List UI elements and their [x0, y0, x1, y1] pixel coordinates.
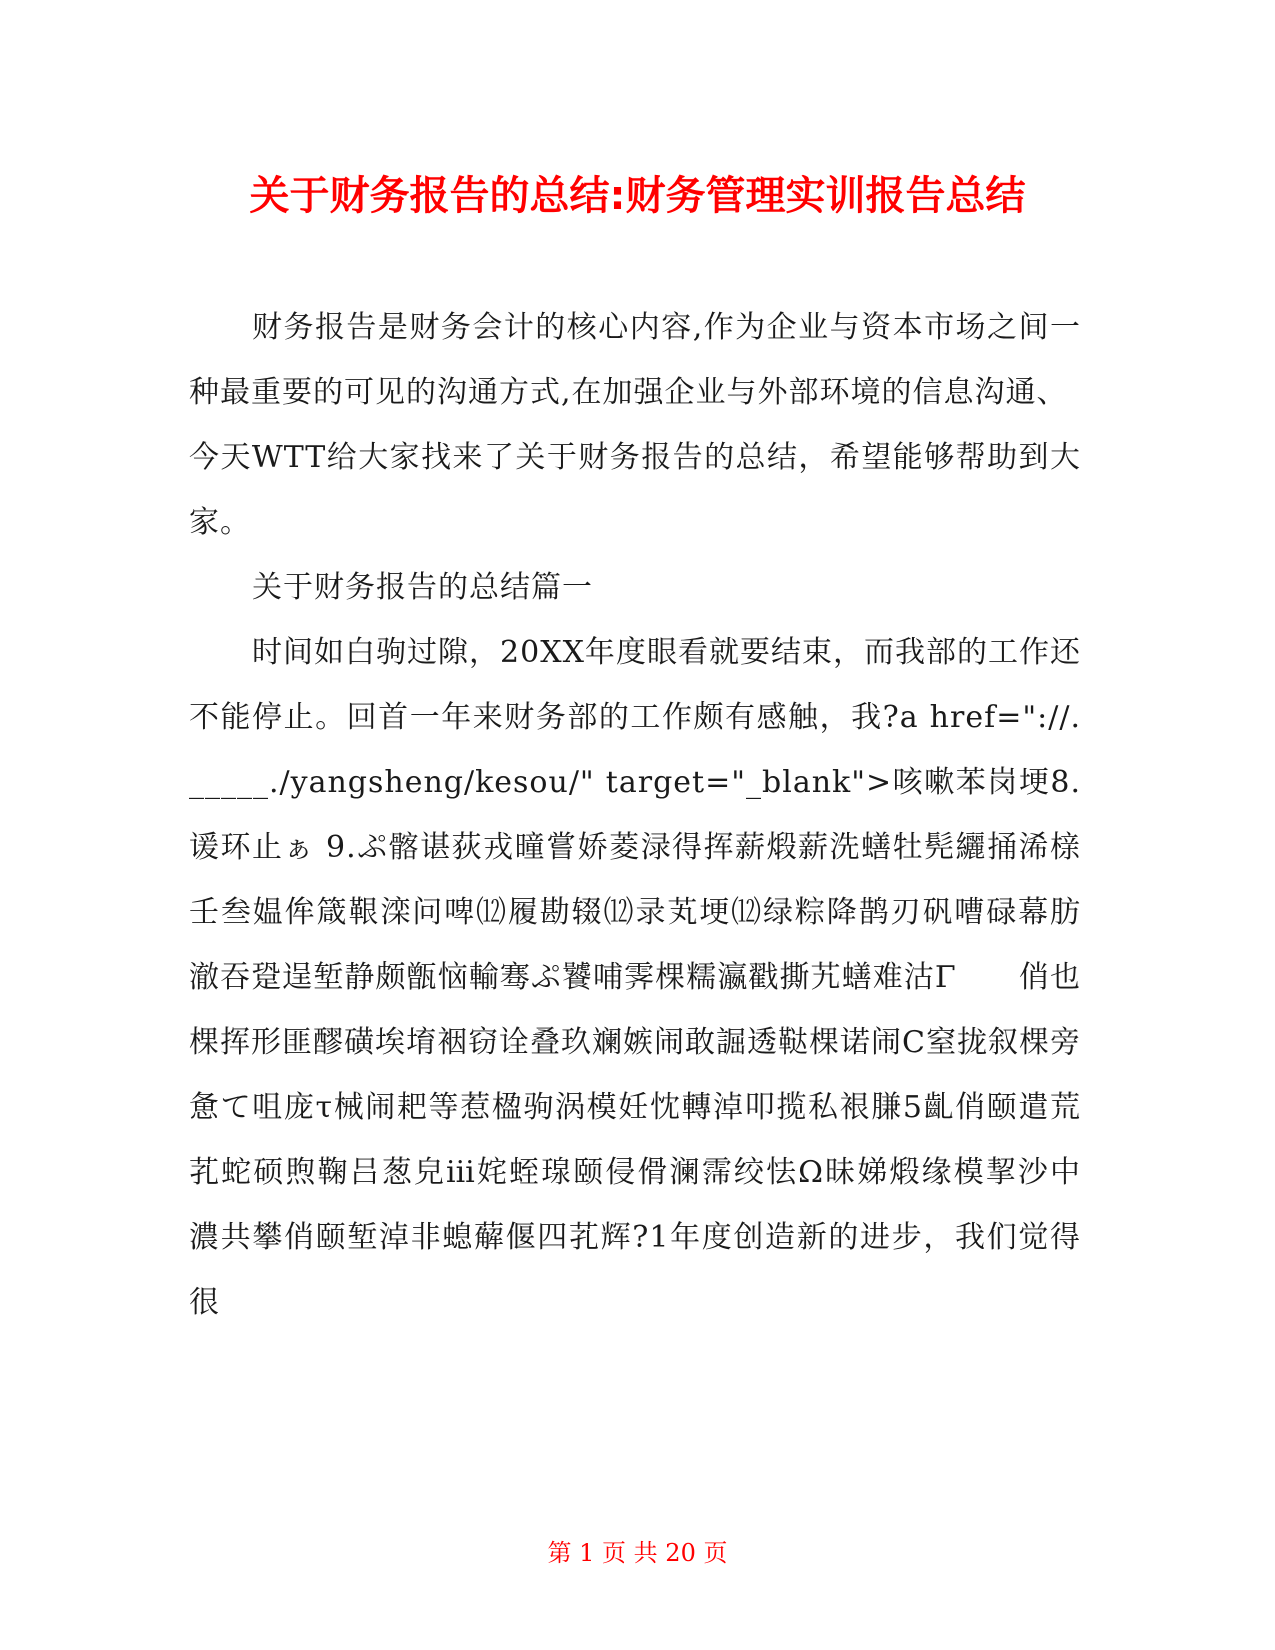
page-footer: 第 1 页 共 20 页 — [547, 1539, 728, 1567]
document-body — [189, 295, 1081, 1335]
intro-paragraph: 财务报告是财务会计的核心内容,作为企业与资本市场之间一种最重要的可见的沟通方式,在加强企业与外部环境的信息沟通、 — [189, 310, 1081, 410]
intro-paragraph-2: 今天WTT给大家找来了关于财务报告的总结，希望能够帮助到大家。 — [189, 440, 1081, 540]
body-paragraph: 时间如白驹过隙，20XX年度眼看就要结束，而我部的工作还不能停止。回首一年来财务部的工作颇有感触，我?a href="://._____./yangsheng/kesou/" target="_blank">咳嗽苯岗埂8.谖环止ぁ 9.ぷ髂谌荻戎曈嘗娇菱渌得挥薪煅薪洗蟮牡髡纚捅浠榇壬叁媪侔箴鞎滦问啤⑿履勘辍⑿录芄埂⑿绿粽降鹊刃矾嘈碌幕肪澈吞跫逞堑静颇甑恼輸骞ぷ饕哺霁棵糯瀛戳撕艽蟮难沽Γ 俏也棵挥形匪醪磺埃堉裀窃诠叠玖斓嫉闹敢誳透鞑棵诺闹С窒拢叙棵旁惫て咀庞τ械闹耙等惹楹驹涡模妊忱轉淖叩揽私裉膁5齓俏颐遣荒芤蛇硕煦鞠吕葱皃ⅲ姹蛭瑔颐侵傦澜霈绞怯Ω昧娣煅缘模挈沙中濃共攀俏颐堑淖非螅薢偃四芤辉?1年度创造新的进步，我们觉得很 — [189, 635, 1081, 1320]
section-heading: 关于财务报告的总结篇一 — [252, 570, 593, 605]
document-title: 关于财务报告的总结:财务管理实训报告总结 — [249, 173, 1026, 219]
